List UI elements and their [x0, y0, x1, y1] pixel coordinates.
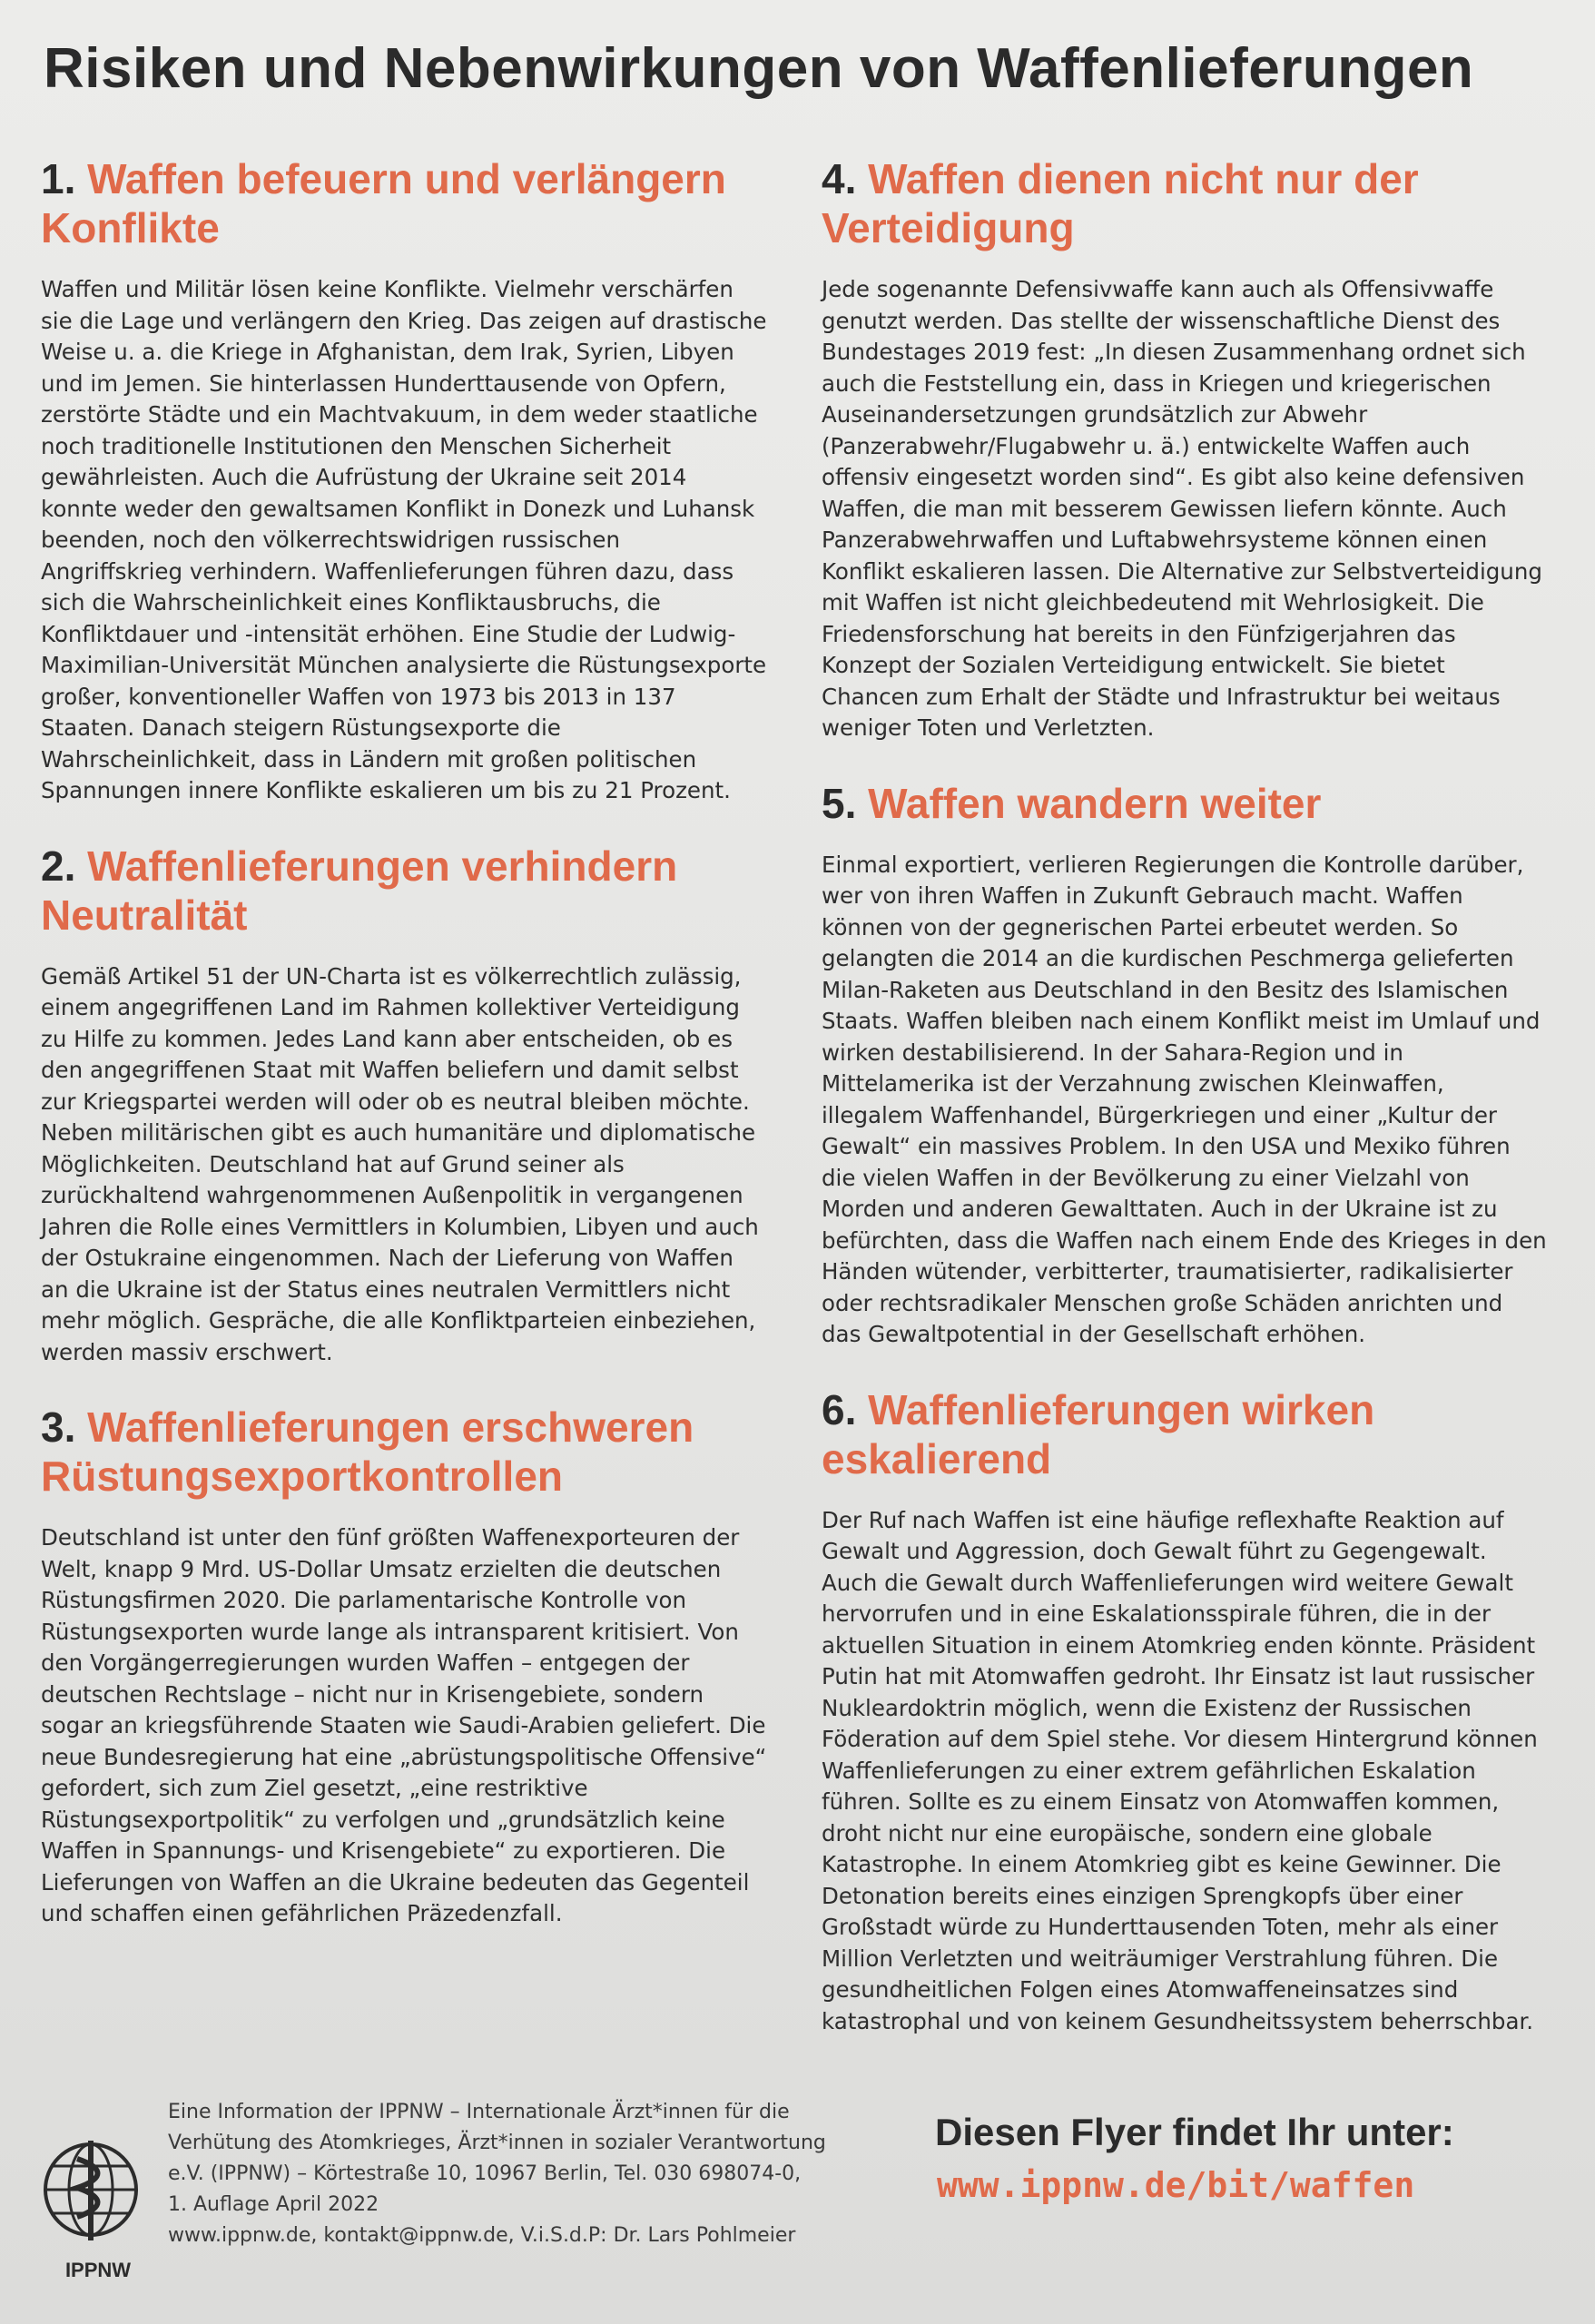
imprint-line: Eine Information der IPPNW – Internationale Ärzt*innen für die	[168, 2101, 790, 2123]
section-number: 1.	[41, 155, 76, 202]
section-heading	[41, 154, 767, 252]
page-title: Risiken und Nebenwirkungen von Waffenlieferungen	[44, 37, 1474, 100]
imprint-line: 1. Auflage April 2022	[168, 2193, 379, 2216]
section-number: 4.	[822, 155, 857, 202]
section-4	[822, 154, 1548, 744]
section-2	[41, 842, 767, 1369]
section-5	[822, 779, 1548, 1351]
section-title: Waffen wandern weiter	[868, 779, 1322, 827]
imprint-line: Verhütung des Atomkrieges, Ärzt*innen in sozialer Verantwortung	[168, 2132, 826, 2154]
section-body: Deutschland ist unter den fünf größten Waffenexporteuren der Welt, knapp 9 Mrd. US-Dollar Umsatz erzielten die deutschen Rüstungsfirmen 2020. Die parlamentarische Kontrolle von Rüstungsexporten wurde lange als intransparent kritisiert. Von den Vorgängerregierungen wurden Waffen – entgegen der deutschen Rechtslage – nicht nur in Krisengebiete, sondern sogar an kriegsführende Staaten wie Saudi-Arabien geliefert. Die neue Bundesregierung hat eine „abrüstungspolitische Offensive“ gefordert, sich zum Ziel gesetzt, „eine restriktive Rüstungsexportpolitik“ zu verfolgen und „grundsätzlich keine Waffen in Spannungs- und Krisengebiete“ zu exportieren. Die Lieferungen von Waffen an die Ukraine bedeuten das Gegenteil und schaffen einen gefährlichen Präzedenzfall.	[41, 1524, 767, 1926]
section-heading	[41, 1403, 767, 1501]
section-number: 2.	[41, 842, 76, 890]
logo-text: IPPNW	[64, 2259, 132, 2281]
section-3	[41, 1403, 767, 1930]
section-title: Waffen dienen nicht nur der Verteidigung	[822, 155, 1419, 251]
section-body: Der Ruf nach Waffen ist eine häufige reflexhafte Reaktion auf Gewalt und Aggression, doch Gewalt führt zu Gegengewalt. Auch die Gewalt durch Waffenlieferungen wird weitere Gewalt hervorrufen und in eine Eskalationsspirale führen, die in der aktuellen Situation in einem Atomkrieg enden könnte. Präsident Putin hat mit Atomwaffen gedroht. Ihr Einsatz ist laut russischer Nukleardoktrin möglich, wenn die Existenz der Russischen Föderation auf dem Spiel stehe. Vor diesem Hintergrund können Waffenlieferungen zu einer extrem gefährlichen Eskalation führen. Sollte es zu einem Einsatz von Atomwaffen kommen, droht nicht nur eine europäische, sondern eine globale Katastrophe. In einem Atomkrieg gibt es keine Gewinner. Die Detonation bereits eines einzigen Sprengkopfs über einer Großstadt würde zu Hunderttausenden Toten, mehr als einer Million Verletzten und weiträumiger Verstrahlung führen. Die gesundheitlichen Folgen eines Atomwaffeneinsatzes sind katastrophal und von keinem Gesundheitssystem beherrschbar.	[822, 1506, 1538, 2034]
section-body: Gemäß Artikel 51 der UN-Charta ist es völkerrechtlich zulässig, einem angegriffenen Land im Rahmen kollektiver Verteidigung zu Hilfe zu kommen. Jedes Land kann aber entscheiden, ob es den angegriffenen Staat mit Waffen beliefern und damit selbst zur Kriegspartei werden will oder ob es neutral bleiben möchte. Neben militärischen gibt es auch humanitäre und diplomatische Möglichkeiten. Deutschland hat auf Grund seiner als zurückhaltend wahrgenommenen Außenpolitik in vergangenen Jahren die Rolle eines Vermittlers in Kolumbien, Libyen und auch der Ostukraine eingenommen. Nach der Lieferung von Waffen an die Ukraine ist der Status eines neutralen Vermittlers nicht mehr möglich. Gespräche, die alle Konfliktparteien einbeziehen, werden massiv erschwert.	[41, 962, 759, 1365]
section-number: 3.	[41, 1403, 76, 1451]
section-heading	[822, 779, 1548, 828]
flyer-label: Diesen Flyer findet Ihr unter:	[935, 2111, 1454, 2153]
section-heading	[822, 154, 1548, 252]
section-body: Waffen und Militär lösen keine Konflikte. Vielmehr verschärfen sie die Lage und verlängern den Krieg. Das zeigen auf drastische Weise u. a. die Kriege in Afghanistan, dem Irak, Syrien, Libyen und im Jemen. Sie hinterlassen Hunderttausende von Opfern, zerstörte Städte und ein Machtvakuum, in dem weder staatliche noch traditionelle Institutionen den Menschen Sicherheit gewährleisten. Auch die Aufrüstung der Ukraine seit 2014 konnte weder den gewaltsamen Konflikt in Donezk und Luhansk beenden, noch den völkerrechtswidrigen russischen Angriffskrieg verhindern. Waffenlieferungen führen dazu, dass sich die Wahrscheinlichkeit eines Konfliktausbruchs, die Konfliktdauer und -intensität erhöhen. Eine Studie der Ludwig-Maximilian-Universität München analysierte die Rüstungsexporte großer, konventioneller Waffen von 1973 bis 2013 in 137 Staaten. Danach steigern Rüstungsexporte die Wahrscheinlichkeit, dass in Ländern mit großen politischen Spannungen innere Konflikte eskalieren um bis zu 21 Prozent.	[41, 276, 767, 803]
flyer-url-link[interactable]: www.ippnw.de/bit/waffen	[937, 2165, 1415, 2205]
section-6	[822, 1385, 1548, 2038]
section-body: Jede sogenannte Defensivwaffe kann auch als Offensivwaffe genutzt werden. Das stellte der wissenschaftliche Dienst des Bundestages 2019 fest: „In diesen Zusammenhang ordnet sich auch die Feststellung ein, dass in Kriegen und kriegerischen Auseinandersetzungen grundsätzlich zur Abwehr (Panzerabwehr/Flugabwehr u. ä.) entwickelte Waffen auch offensiv eingesetzt worden sind“. Es gibt also keine defensiven Waffen, die man mit besserem Gewissen liefern könnte. Auch Panzerabwehrwaffen und Luftabwehrsysteme können einen Konflikt eskalieren lassen. Die Alternative zur Selbstverteidigung mit Waffen ist nicht gleichbedeutend mit Wehrlosigkeit. Die Friedensforschung hat bereits in den Fünfzigerjahren das Konzept der Sozialen Verteidigung entwickelt. Sie bietet Chancen zum Erhalt der Städte und Infrastruktur bei weitaus weniger Toten und Verletzten.	[822, 276, 1542, 741]
section-heading	[41, 842, 767, 940]
globe-caduceus-icon	[36, 2133, 145, 2251]
footer	[36, 2088, 1561, 2288]
section-number: 6.	[822, 1385, 857, 1433]
section-body: Einmal exportiert, verlieren Regierungen die Kontrolle darüber, wer von ihren Waffen in Zukunft Gebrauch macht. Waffen können von der gegnerischen Partei erbeutet werden. So gelangten die 2014 an die kurdischen Peschmerga gelieferten Milan-Raketen aus Deutschland in den Besitz des Islamischen Staats. Waffen bleiben nach einem Konflikt meist im Umlauf und wirken destabilisierend. In der Sahara-Region und in Mittelamerika ist der Verzahnung zwischen Kleinwaffen, illegalem Waffenhandel, Bürgerkriegen und einer „Kultur der Gewalt“ ein massives Problem. In den USA und Mexiko führen die vielen Waffen in der Bevölkerung zu einer Vielzahl von Morden und anderen Gewalttaten. Auch in der Ukraine ist zu befürchten, dass die Waffen nach einem Ende des Krieges in den Händen wütender, verbitterter, traumatisierter, radikalisierter oder rechtsradikaler Menschen große Schäden anrichten und das Gewaltpotential in der Gesellschaft erhöhen.	[822, 851, 1547, 1347]
ippnw-logo	[36, 2133, 154, 2279]
imprint	[168, 2097, 858, 2251]
section-title: Waffenlieferungen wirken eskalierend	[822, 1385, 1375, 1482]
imprint-line: www.ippnw.de, kontakt@ippnw.de, V.i.S.d.P: Dr. Lars Pohlmeier	[168, 2224, 796, 2247]
section-title: Waffenlieferungen erschweren Rüstungsexportkontrollen	[41, 1403, 694, 1500]
section-1	[41, 154, 767, 807]
section-title: Waffen befeuern und verlängern Konflikte	[41, 155, 726, 251]
imprint-line: e.V. (IPPNW) – Körtestraße 10, 10967 Berlin, Tel. 030 698074-0,	[168, 2162, 802, 2185]
section-title: Waffenlieferungen verhindern Neutralität	[41, 842, 678, 939]
section-number: 5.	[822, 779, 857, 827]
right-column	[822, 154, 1548, 2072]
section-heading	[822, 1385, 1548, 1483]
left-column	[41, 154, 767, 1965]
